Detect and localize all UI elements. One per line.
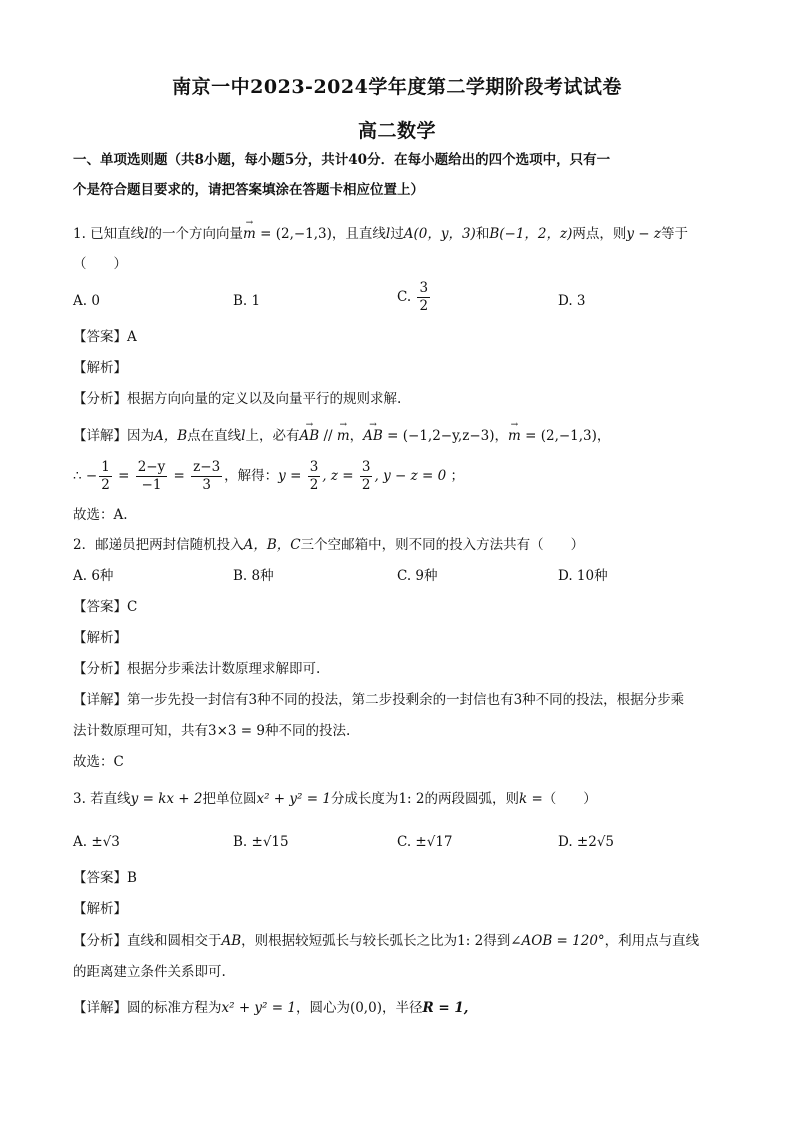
q2-fenxi: 【分析】根据分步乘法计数原理求解即可. — [73, 661, 321, 677]
q2-analysis: 【解析】 — [73, 630, 127, 646]
q1-detail: 【详解】因为A，B点在直线l上，必有→ AB // → m，→ AB = (−1,2−y,z−3)，→ m = (2,−1,3)， — [73, 426, 733, 446]
q2-option-a: A. 6种 — [73, 568, 114, 584]
q3-fenxi-line1: 【分析】直线和圆相交于AB，则根据较短弧长与较长弧长之比为1: 2得到∠AOB = 120°，利用点与直线 — [73, 933, 700, 949]
q1-final: 故选：A. — [73, 507, 128, 523]
q1-stem: 1. 已知直线l的一个方向向量→ m = (2,−1,3)，且直线l过A(0，y，3)和B(−1，2，z)两点，则y − z等于 — [73, 224, 733, 244]
q1-option-a: A. 0 — [73, 293, 100, 309]
q2-answer: 【答案】C — [73, 599, 138, 615]
q2-option-d: D. 10种 — [558, 568, 608, 584]
exam-subtitle: 高二数学 — [357, 120, 436, 142]
q3-detail: 【详解】圆的标准方程为x² + y² = 1，圆心为(0,0)，半径R = 1, — [73, 1000, 469, 1016]
q3-option-d: D. ±2√5 — [558, 834, 615, 850]
q2-option-b: B. 8种 — [233, 568, 274, 584]
q3-analysis: 【解析】 — [73, 901, 127, 917]
q1-option-d: D. 3 — [558, 293, 586, 309]
q3-option-b: B. ±√15 — [233, 834, 289, 850]
q2-detail-line2: 法计数原理可知，共有3×3 = 9种不同的投法. — [73, 723, 351, 739]
q1-analysis: 【解析】 — [73, 360, 127, 376]
q3-answer: 【答案】B — [73, 870, 137, 886]
q2-detail-line1: 【详解】第一步先投一封信有3种不同的投法，第二步投剩余的一封信也有3种不同的投法，根据分步乘 — [73, 692, 685, 708]
exam-title: 南京一中2023-2024学年度第二学期阶段考试试卷 — [172, 76, 622, 98]
q3-stem: 3. 若直线y = kx + 2把单位圆x² + y² = 1分成长度为1: 2的两段圆弧，则k =（ ） — [73, 791, 597, 807]
q2-option-c: C. 9种 — [397, 568, 438, 584]
section-heading-line2: 个是符合题目要求的，请把答案填涂在答题卡相应位置上） — [73, 182, 424, 198]
q1-solution: ∴ − $\frac{1}{2}$ = $\frac{2-y}{-1}$ = $\frac{z-3}{3}$ ，解得：y = $\frac{3}{2}$ , z = $\frac{3}{2}$ , y − z = 0 ； — [73, 459, 464, 493]
q2-stem: 2．邮递员把两封信随机投入A，B，C三个空邮箱中，则不同的投入方法共有（ ） — [73, 537, 585, 553]
q1-option-c-fraction: $\frac{3}{2}$ — [419, 280, 429, 314]
q2-final: 故选：C — [73, 754, 124, 770]
q1-answer: 【答案】A — [73, 329, 137, 345]
q1-option-c: C. $\frac{3}{2}$ — [397, 280, 429, 314]
q3-fenxi-line2: 的距离建立条件关系即可. — [73, 964, 226, 980]
q1-fenxi: 【分析】根据方向向量的定义以及向量平行的规则求解. — [73, 391, 402, 407]
q3-option-c: C. ±√17 — [397, 834, 453, 850]
q1-bracket: （ ） — [73, 256, 127, 272]
q1-option-b: B. 1 — [233, 293, 261, 309]
section-heading-line1: 一、单项选则题（共8小题，每小题5分，共计40分．在每小题给出的四个选项中，只有一 — [73, 152, 611, 168]
q3-option-a: A. ±√3 — [73, 834, 120, 850]
